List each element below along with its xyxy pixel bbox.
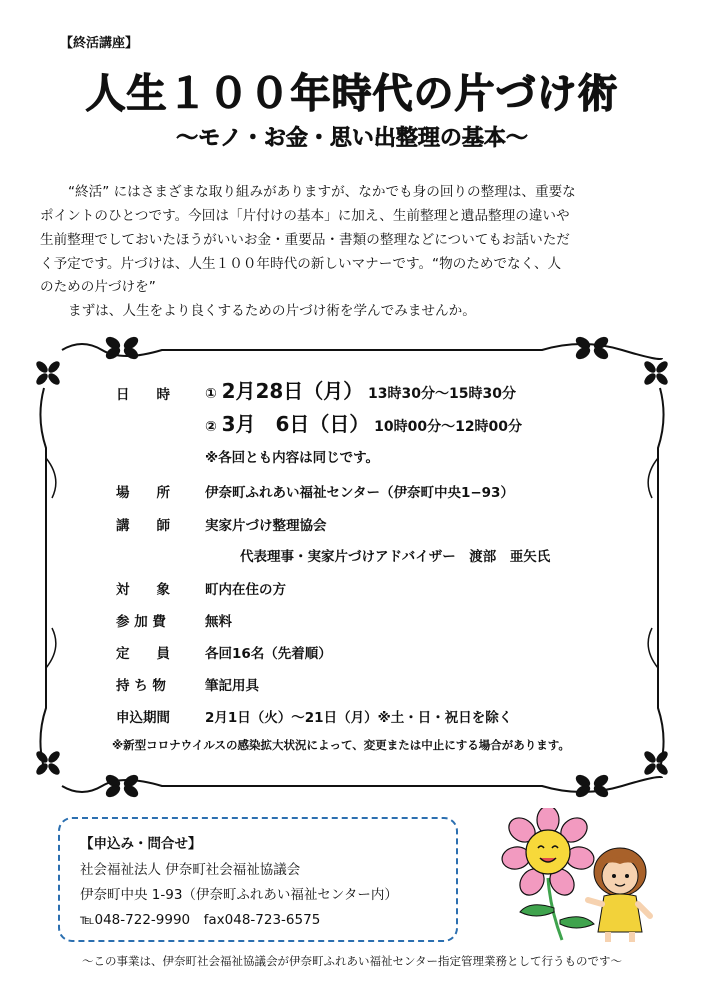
capacity-label: 定 員 bbox=[116, 646, 170, 662]
course-tag: 【終活講座】 bbox=[60, 36, 139, 51]
bring-value: 筆記用具 bbox=[205, 678, 259, 694]
session2-number: ② bbox=[205, 419, 217, 435]
session1-time: 13時30分〜15時30分 bbox=[368, 386, 516, 402]
place-label: 場 所 bbox=[116, 485, 170, 501]
bow-icon bbox=[104, 334, 141, 361]
intro-line-4: く予定です。片づけは、人生１００年時代の新しいマナーです。“物のためでなく、人 bbox=[40, 256, 562, 272]
bow-icon bbox=[574, 772, 611, 799]
date-label: 日 時 bbox=[116, 387, 170, 403]
lecturer-label: 講 師 bbox=[116, 518, 170, 534]
same-content-note: ※各回とも内容は同じです。 bbox=[205, 450, 380, 466]
period-value: 2月1日（火）〜21日（月）※土・日・祝日を除く bbox=[205, 710, 513, 726]
flower-girl-illustration bbox=[490, 808, 670, 948]
bring-label: 持 ち 物 bbox=[116, 678, 166, 694]
session2-time: 10時00分〜12時00分 bbox=[374, 419, 523, 435]
intro-line-3: 生前整理でしておいたほうがいいお金・重要品・書類の整理などについてもお話いただ bbox=[40, 232, 570, 248]
target-label: 対 象 bbox=[116, 582, 170, 598]
capacity-value: 各回16名（先着順） bbox=[205, 646, 332, 662]
intro-line-5: のための片づけを” bbox=[40, 279, 156, 295]
session1-date: 2月28日（月） bbox=[221, 379, 364, 403]
bow-icon bbox=[34, 359, 62, 387]
fee-value: 無料 bbox=[205, 614, 232, 630]
target-value: 町内在住の方 bbox=[205, 582, 286, 598]
bow-icon bbox=[104, 772, 141, 799]
contact-phone-fax: ℡048-722-9990 fax048-723-6575 bbox=[80, 912, 321, 928]
footer-note: 〜この事業は、伊奈町社会福祉協議会が伊奈町ふれあい福祉センター指定管理業務として行うものです〜 bbox=[81, 954, 623, 968]
intro-line-1: “終活” にはさまざまな取り組みがありますが、なかでも身の回りの整理は、重要な bbox=[68, 184, 576, 200]
bow-icon bbox=[34, 749, 62, 777]
covid-note: ※新型コロナウイルスの感染拡大状況によって、変更または中止にする場合があります。 bbox=[112, 738, 570, 752]
bow-icon bbox=[642, 749, 670, 777]
girl-icon bbox=[588, 848, 650, 942]
session2-date: 3月 6日（日） bbox=[221, 412, 370, 436]
fee-label: 参 加 費 bbox=[116, 614, 166, 630]
contact-address: 伊奈町中央 1-93（伊奈町ふれあい福祉センター内） bbox=[80, 887, 398, 903]
contact-heading: 【申込み・問合せ】 bbox=[80, 836, 202, 852]
bow-icon bbox=[642, 359, 670, 387]
place-value: 伊奈町ふれあい福祉センター（伊奈町中央1−93） bbox=[205, 485, 514, 501]
intro-line-2: ポイントのひとつです。今回は「片付けの基本」に加え、生前整理と遺品整理の違いや bbox=[40, 208, 570, 224]
period-label: 申込期間 bbox=[116, 710, 170, 726]
bow-icon bbox=[574, 334, 611, 361]
intro-line-6: まずは、人生をより良くするための片づけ術を学んでみませんか。 bbox=[68, 303, 476, 319]
page-subtitle: 〜モノ・お金・思い出整理の基本〜 bbox=[176, 126, 528, 151]
lecturer-org: 実家片づけ整理協会 bbox=[205, 518, 327, 534]
page-title: 人生１００年時代の片づけ術 bbox=[85, 71, 619, 117]
session1-number: ① bbox=[205, 386, 217, 402]
flower-icon bbox=[500, 808, 595, 940]
contact-org: 社会福祉法人 伊奈町社会福祉協議会 bbox=[80, 862, 301, 878]
lecturer-name: 代表理事・実家片づけアドバイザー 渡部 亜矢氏 bbox=[240, 549, 551, 565]
